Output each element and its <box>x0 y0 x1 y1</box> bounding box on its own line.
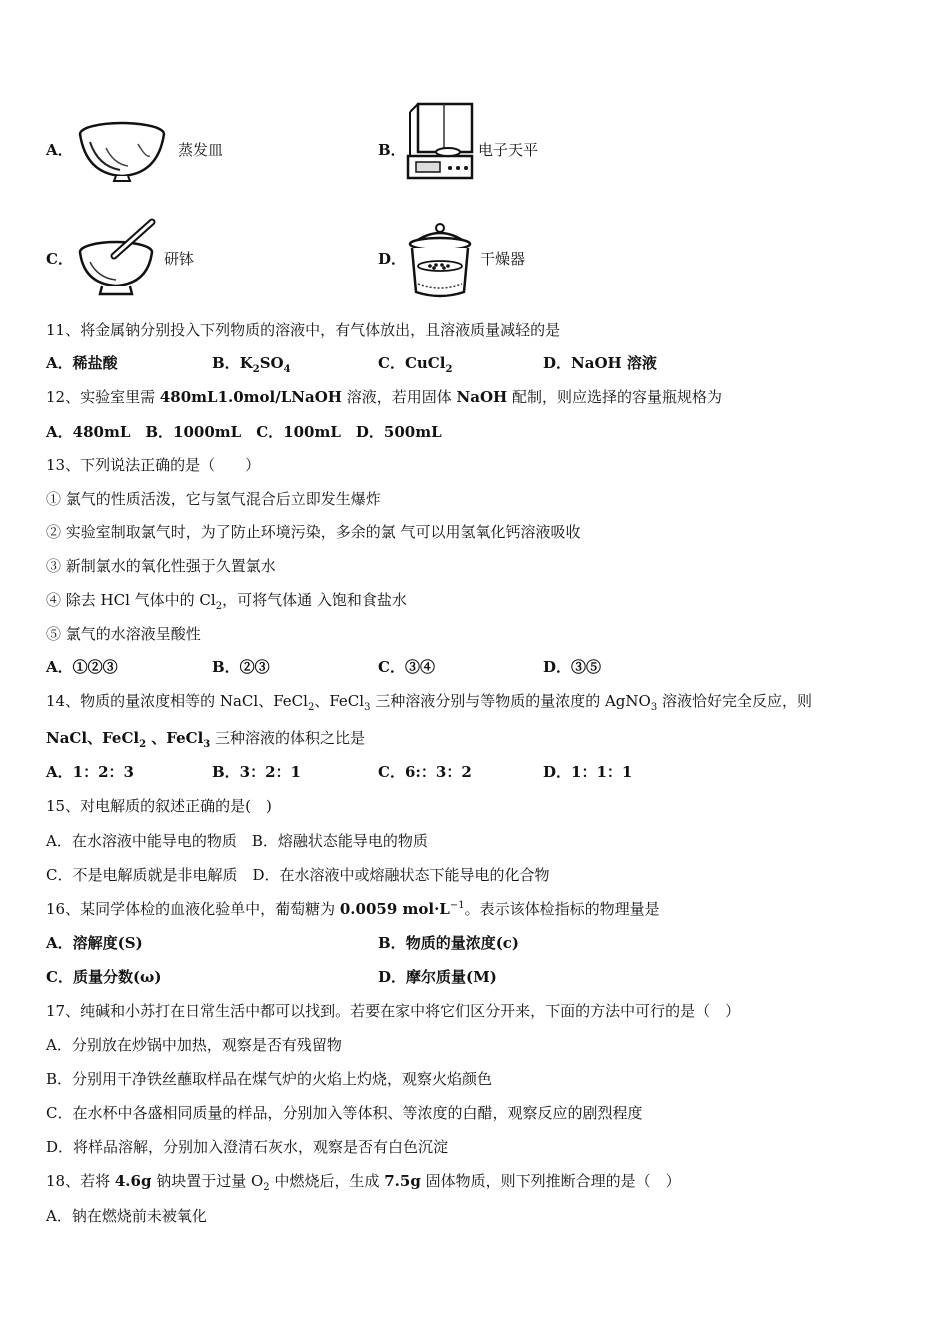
question-17-option-d: D．将样品溶解，分别加入澄清石灰水，观察是否有白色沉淀 <box>46 1138 449 1156</box>
question-11-option-a: A．稀盐酸 <box>46 354 118 372</box>
question-14-option-c: C．6:：3：2 <box>378 763 472 781</box>
question-18-option-a: A．钠在燃烧前未被氧化 <box>46 1207 207 1225</box>
question-13-statement-5: ⑤ 氯气的水溶液呈酸性 <box>46 625 201 643</box>
option-b-name: 电子天平 <box>478 141 539 159</box>
option-d-name: 干燥器 <box>480 250 526 268</box>
option-d-label: D． <box>378 250 407 268</box>
question-17-option-c: C．在水杯中各盛相同质量的样品，分别加入等体积、等浓度的白醋，观察反应的剧烈程度 <box>46 1104 643 1122</box>
question-11-option-d: D．NaOH 溶液 <box>543 354 657 372</box>
question-13-statement-2: ② 实验室制取氯气时，为了防止环境污染，多余的氯 气可以用氢氧化钙溶液吸收 <box>46 523 581 541</box>
question-15-options-ab: A．在水溶液中能导电的物质 B．熔融状态能导电的物质 <box>46 832 428 850</box>
question-14-option-b: B．3：2：1 <box>212 763 301 781</box>
question-13-statement-1: ① 氯气的性质活泼，它与氢气混合后立即发生爆炸 <box>46 490 381 508</box>
question-11-option-b: B．$K_2SO_4$ <box>212 354 291 375</box>
question-13-stem: 13、下列说法正确的是（ ） <box>46 456 261 474</box>
question-14-option-d: D．1：1：1 <box>543 763 633 781</box>
question-15-stem: 15、对电解质的叙述正确的是( ) <box>46 797 272 815</box>
question-11-stem: 11、将金属钠分别投入下列物质的溶液中，有气体放出，且溶液质量减轻的是 <box>46 321 561 339</box>
question-16-option-d: D．摩尔质量(M) <box>378 968 497 986</box>
question-13-statement-3: ③ 新制氯水的氧化性强于久置氯水 <box>46 557 276 575</box>
question-15-options-cd: C．不是电解质就是非电解质 D．在水溶液中或熔融状态下能导电的化合物 <box>46 866 550 884</box>
question-17-option-b: B．分别用干净铁丝蘸取样品在煤气炉的火焰上灼烧，观察火焰颜色 <box>46 1070 493 1088</box>
option-c-label: C． <box>46 250 73 268</box>
question-16-option-a: A．溶解度(S) <box>46 934 143 952</box>
question-18-stem: 18、若将 4.6g 钠块置于过量 $O_2$ 中燃烧后，生成 7.5g 固体物质，则下列推断合理的是（ ） <box>46 1172 681 1193</box>
question-13-option-a: A．①②③ <box>46 658 118 676</box>
question-16-option-c: C．质量分数(ω) <box>46 968 162 986</box>
question-14-option-a: A．1：2：3 <box>46 763 134 781</box>
question-12-stem: 12、实验室里需 480mL1.0mol/LNaOH 溶液，若用固体 NaOH 配制，则应选择的容量瓶规格为 <box>46 388 722 406</box>
question-13-option-c: C．③④ <box>378 658 435 676</box>
question-16-stem: 16、某同学体检的血液化验单中，葡萄糖为 0.0059 $mol\cdot L^{-1}$。表示该体检指标的物理量是 <box>46 900 660 918</box>
question-14-stem: 14、物质的量浓度相等的 NaCl、FeCl$_2$、FeCl$_3$ 三种溶液分别与等物质的量浓度的 AgNO$_3$ 溶液恰好完全反应，则 <box>46 692 812 713</box>
question-16-option-b: B．物质的量浓度(c) <box>378 934 520 952</box>
question-13-option-d: D．③⑤ <box>543 658 602 676</box>
question-14-stem-line-2: NaCl、FeCl$_2$ 、FeCl$_3$ 三种溶液的体积之比是 <box>46 729 366 750</box>
question-17-option-a: A．分别放在炒锅中加热，观察是否有残留物 <box>46 1036 342 1054</box>
question-12-options: A．480mL B．1000mL C．100mL D．500mL <box>46 423 442 441</box>
option-a-name: 蒸发皿 <box>178 141 224 159</box>
question-13-statement-4: ④ 除去 HCl 气体中的 $Cl_2$，可将气体通 入饱和食盐水 <box>46 591 407 612</box>
evaporating-dish-icon <box>76 118 168 182</box>
option-c-name: 研钵 <box>164 250 195 268</box>
question-13-option-b: B．②③ <box>212 658 270 676</box>
option-b-label: B． <box>378 141 406 159</box>
option-a-label: A． <box>46 141 73 159</box>
electronic-balance-icon <box>404 100 476 184</box>
question-11-option-c: C．CuCl$_2$ <box>378 354 453 375</box>
mortar-icon <box>76 216 160 296</box>
question-17-stem: 17、纯碱和小苏打在日常生活中都可以找到。若要在家中将它们区分开来，下面的方法中可行的是（ ） <box>46 1002 741 1020</box>
desiccator-icon <box>404 222 476 302</box>
